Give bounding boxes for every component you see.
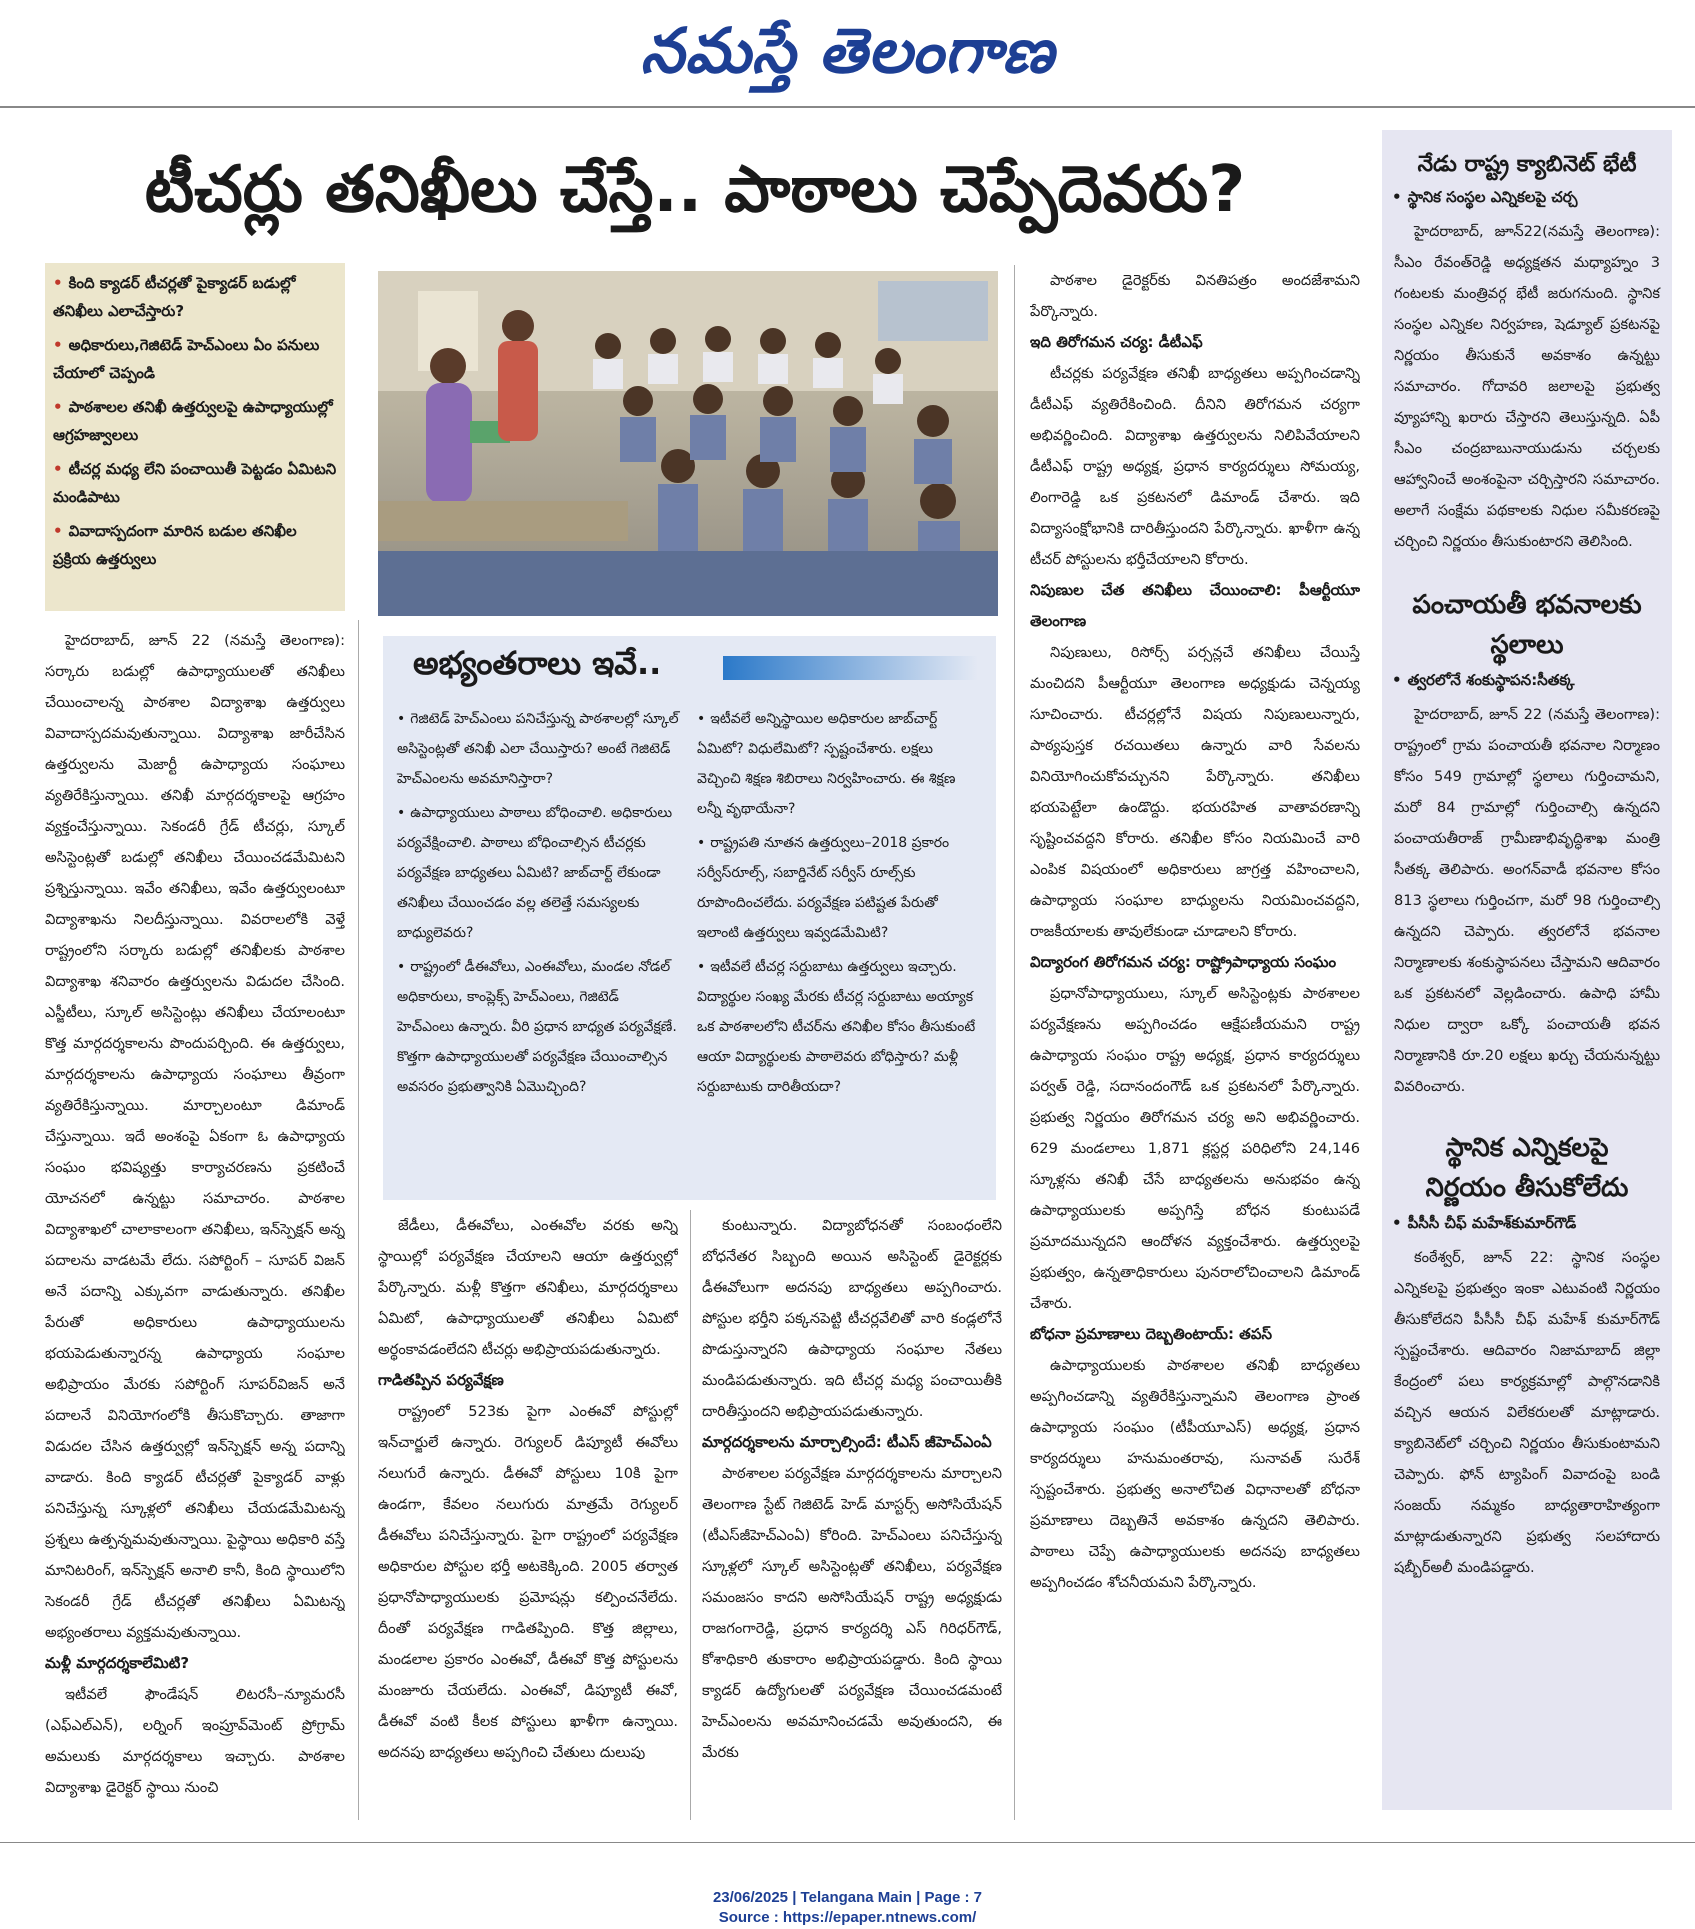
masthead-rule: [0, 106, 1695, 108]
article-column-1: [45, 625, 345, 1825]
column-divider: [358, 620, 359, 1820]
column-divider: [1014, 265, 1015, 1820]
objection-item: • ఇటీవలే అన్నిస్థాయిల అధికారుల జాబ్‌చార్ట్ ఏమిటో? విధులేమిటో? స్పష్టంచేశారు. లక్షలు వెచ్చించి శిక్షణ శిబిరాలు నిర్వహించారు. ఈ శిక్షణ లన్నీ వృథాయేనా?: [697, 704, 979, 824]
objections-right-column: [697, 704, 979, 1106]
article-column-2: [378, 1210, 678, 1820]
article-paragraph: ప్రధానోపాధ్యాయులు, స్కూల్ అసిస్టెంట్లకు పాఠశాలల పర్యవేక్షణను అప్పగించడం ఆక్షేపణీయమని రాష్ట్ర ఉపాధ్యాయ సంఘం రాష్ట్ర అధ్యక్ష, ప్రధాన కార్యదర్శులు పర్వత్ రెడ్డి, సదానందంగౌడ్ ఒక ప్రకటనలో పేర్కొన్నారు. ప్రభుత్వ నిర్ణయం తిరోగమన చర్య అని అభివర్ణించారు. 629 మండలాలు 1,871 క్లస్టర్ల పరిధిలోని 24,146 స్కూళ్లను తనిఖీ చేసే బాధ్యతలను అనుభవం ఉన్న ఉపాధ్యాయులకు అప్పగిస్తే బోధన కుంటుపడే ప్రమాదమున్నదని ఆందోళన వ్యక్తంచేశారు. ఉత్తర్వులపై ప్రభుత్వం, ఉన్నతాధికారులు పునరాలోచించాలని డిమాండ్ చేశారు.: [1030, 985, 1360, 1312]
story3-headline: స్థానిక ఎన్నికలపై నిర్ణయం తీసుకోలేదు: [1425, 1133, 1629, 1203]
story3-subhead: • పీసీసీ చీఫ్ మహేశ్‌కుమార్‌గౌడ్: [1392, 1214, 1662, 1236]
objection-item: • ఉపాధ్యాయులు పాఠాలు బోధించాలి. అధికారులు పర్యవేక్షించాలి. పాఠాలు బోధించాల్సిన టీచర్లకు పర్యవేక్షణ బాధ్యతలు ఏమిటి? జాబ్‌చార్ట్ లేకుండా తనిఖీలు చేయించడం వల్ల తలెత్తే సమస్యలకు బాధ్యులెవరు?: [397, 798, 679, 948]
highlight-item: • వివాదాస్పదంగా మారిన బడుల తనిఖీల ప్రక్రియ ఉత్తర్వులు: [53, 517, 337, 573]
article-column-4: [1030, 265, 1360, 1820]
article-paragraph: కుంటున్నారు. విద్యాబోధనతో సంబంధంలేని బోధనేతర సిబ్బంది అయిన అసిస్టెంట్ డైరెక్టర్లకు డీఈవోలుగా అదనపు బాధ్యతలు అప్పగించారు. పోస్టుల భర్తీని పక్కనపెట్టి టీచర్లవేలితో వారి కండ్లలోనే పొడుస్తున్నారని ఉపాధ్యాయ సంఘాల నేతలు మండిపడుతున్నారు. ఇది టీచర్ల మధ్య పంచాయితీకి దారితీస్తుందని అభిప్రాయపడుతున్నారు.: [702, 1217, 1002, 1420]
footer-source-link[interactable]: Source : https://epaper.ntnews.com/: [718, 1909, 977, 1926]
article-paragraph: హైదరాబాద్, జూన్ 22 (నమస్తే తెలంగాణ): సర్కారు బడుల్లో ఉపాధ్యాయులతో తనిఖీలు చేయించాలన్న పాఠశాల విద్యాశాఖ ఉత్తర్వులు వివాదాస్పదమవుతున్నాయి. విద్యాశాఖ జారీచేసిన ఉత్తర్వులను మెజార్టీ ఉపాధ్యాయ సంఘాలు వ్యతిరేకిస్తున్నాయి. తనిఖీ మార్గదర్శకాలపై ఆగ్రహం వ్యక్తంచేస్తున్నాయి. సెకండరీ గ్రేడ్ టీచర్లు, స్కూల్ అసిస్టెంట్లతో బడుల్లో తనిఖీలు చేయించడమేమిటని ప్రశ్నిస్తున్నాయి. ఇవేం తనిఖీలు, ఇవేం ఉత్తర్వులంటూ విద్యాశాఖను నిలదీస్తున్నాయి. వివరాలలోకి వెళ్తే రాష్ట్రంలోని సర్కారు బడుల్లో తనిఖీలకు పాఠశాల విద్యాశాఖ శనివారం ఉత్తర్వులను విడుదల చేసింది. ఎస్జీటీలు, స్కూల్ అసిస్టెంట్లు తనిఖీలు చేయాలంటూ కొత్త మార్గదర్శకాలను పొందుపర్చింది. ఈ ఉత్తర్వులు, మార్గదర్శకాలను ఉపాధ్యాయ సంఘాలు తీవ్రంగా వ్యతిరేకిస్తున్నాయి. మార్చాలంటూ డిమాండ్ చేస్తున్నాయి. ఇదే అంశంపై ఏకంగా ఓ ఉపాధ్యాయ సంఘం భవిష్యత్తు కార్యాచరణను ప్రకటించే యోచనలో ఉన్నట్టు సమాచారం. పాఠశాల విద్యాశాఖలో చాలాకాలంగా తనిఖీలు, ఇన్‌స్పెక్షన్ అన్న పదాలను వాడటమే లేదు. సపోర్టింగ్ – సూపర్ విజన్ అనే పదాన్ని ఎక్కువగా వాడుతున్నారు. తనిఖీల పేరుతో అధికారులు ఉపాధ్యాయులను భయపెడుతున్నారన్న ఉపాధ్యాయ సంఘాల అభిప్రాయం మేరకు సపోర్టింగ్ సూపర్‌విజన్ అనే పదాలనే వినియోగంలోకి తీసుకొచ్చారు. తాజాగా విడుదల చేసిన ఉత్తర్వుల్లో ఇన్‌స్పెక్షన్ అన్న పదాన్ని వాడారు. కింది క్యాడర్ టీచర్లతో పైక్యాడర్ వాళ్లు పనిచేస్తున్న స్కూళ్లలో తనిఖీలు చేయడమేమిటన్న ప్రశ్నలు ఉత్పన్నమవుతున్నాయి. పైస్థాయి అధికారి వస్తే మానిటరింగ్, ఇన్‌స్పెక్షన్ అనాలి కానీ, కింది స్థాయిలోని సెకండరీ గ్రేడ్ టీచర్లతో తనిఖీలు ఏమిటన్న అభ్యంతరాలు వ్యక్తమవుతున్నాయి.: [45, 632, 345, 1641]
article-subhead: మార్గదర్శకాలను మార్చాల్సిందే: టీఎస్ జీహెచ్ఎంఏ: [702, 1433, 992, 1451]
objections-left-column: [397, 704, 679, 1106]
article-subhead: నిపుణుల చేత తనిఖీలు చేయించాలి: పీఆర్టీయూ తెలంగాణ: [1030, 581, 1360, 630]
column-divider: [690, 1210, 691, 1820]
highlights-box: [45, 263, 345, 611]
page-footer: [0, 1888, 1695, 1928]
highlight-item: • అధికారులు,గెజిటెడ్ హెచ్ఎంలు ఏం పనులు చేయాలో చెప్పండి: [53, 331, 337, 387]
objections-title: అభ్యంతరాలు ఇవే..: [413, 644, 662, 682]
story3-paragraph: కంఠేశ్వర్, జూన్ 22: స్థానిక సంస్థల ఎన్నికలపై ప్రభుత్వం ఇంకా ఎటువంటి నిర్ణయం తీసుకోలేదని పీసీసీ చీఫ్ మహేశ్ కుమార్‌గౌడ్ స్పష్టంచేశారు. ఆదివారం నిజామాబాద్ జిల్లా కేంద్రంలో పలు కార్యక్రమాల్లో పాల్గొనడానికి వచ్చిన ఆయన విలేకరులతో మాట్లాడారు. క్యాబినెట్‌లో చర్చించి నిర్ణయం తీసుకుంటామని చెప్పారు. ఫోన్ ట్యాపింగ్ వివాదంపై బండి సంజయ్ నమ్మకం బాధ్యతారాహిత్యంగా మాట్లాడుతున్నారని ప్రభుత్వ సలహాదారు షబ్బీర్‌అలీ మండిపడ్డారు.: [1394, 1249, 1660, 1576]
classroom-photo-icon: [378, 271, 998, 616]
objections-title-bar: [723, 656, 978, 680]
objection-item: • రాష్ట్రంలో డీఈవోలు, ఎంఈవోలు, మండల నోడల్ అధికారులు, కాంప్లెక్స్ హెచ్ఎంలు, గెజిటెడ్ హెచ్ఎంలు ఉన్నారు. వీరి ప్రధాన బాధ్యత పర్యవేక్షణే. కొత్తగా ఉపాధ్యాయులతో పర్యవేక్షణ చేయించాల్సిన అవసరం ప్రభుత్వానికి ఏమొచ్చింది?: [397, 952, 679, 1102]
article-paragraph: ఉపాధ్యాయులకు పాఠశాలల తనిఖీ బాధ్యతలు అప్పగించడాన్ని వ్యతిరేకిస్తున్నామని తెలంగాణ ప్రాంత ఉపాధ్యాయ సంఘం (టీపీయూఎస్) అధ్యక్ష, ప్రధాన కార్యదర్శులు హనుమంతరావు, సునావత్ సురేశ్ స్పష్టంచేశారు. ప్రభుత్వ అనాలోచిత విధానాలతో బోధనా ప్రమాణాలు దెబ్బతినే అవకాశం ఉన్నదని తెలిపారు. పాఠాలు చెప్పే ఉపాధ్యాయులకు అదనపు బాధ్యతలు అప్పగించడం శోచనీయమని పేర్కొన్నారు.: [1030, 1357, 1360, 1591]
story2-paragraph: హైదరాబాద్, జూన్ 22 (నమస్తే తెలంగాణ): రాష్ట్రంలో గ్రామ పంచాయతీ భవనాల నిర్మాణం కోసం 549 గ్రామాల్లో స్థలాలు గుర్తించామని, మరో 84 గ్రామాల్లో గుర్తించాల్సి ఉన్నదని పంచాయతీరాజ్ గ్రామీణాభివృద్ధిశాఖ మంత్రి సీతక్క తెలిపారు. అంగన్‌వాడీ భవనాల కోసం 813 స్థలాలు గుర్తించగా, మరో 98 గుర్తించాల్సి ఉన్నదని చెప్పారు. త్వరలోనే భవనాల నిర్మాణాలకు శంకుస్థాపనలు చేస్తామని ఆదివారం ఒక ప్రకటనలో వెల్లడించారు. ఉపాధి హామీ నిధుల ద్వారా ఒక్కో పంచాయతీ భవన నిర్మాణానికి రూ.20 లక్షలు ఖర్చు చేయనున్నట్టు వివరించారు.: [1394, 706, 1660, 1095]
article-column-3: [702, 1210, 1002, 1820]
article-subhead: బోధనా ప్రమాణాలు దెబ్బతింటాయ్: తపస్: [1030, 1325, 1273, 1343]
story1-subhead: • స్థానిక సంస్థల ఎన్నికలపై చర్చ: [1392, 188, 1662, 210]
masthead-title: నమస్తే తెలంగాణ: [640, 14, 1055, 87]
story2-subhead: • త్వరలోనే శంకుస్థాపన:సీతక్క: [1392, 671, 1662, 693]
highlight-item: • టీచర్ల మధ్య లేని పంచాయితీ పెట్టడం ఏమిటని మండిపాటు: [53, 455, 337, 511]
article-subhead: మళ్లీ మార్గదర్శకాలేమిటి?: [45, 1654, 190, 1672]
objection-item: • గెజిటెడ్ హెచ్ఎంలు పనిచేస్తున్న పాఠశాలల్లో స్కూల్ అసిస్టెంట్లతో తనిఖీ ఎలా చేయిస్తారు? అంటే గెజిటెడ్ హెచ్ఎంలను అవమానిస్తారా?: [397, 704, 679, 794]
story3-body: [1394, 1242, 1660, 1583]
article-paragraph: టీచర్లకు పర్యవేక్షణ తనిఖీ బాధ్యతలు అప్పగించడాన్ని డీటీఎఫ్ వ్యతిరేకించింది. దీనిని తిరోగమన చర్యగా అభివర్ణించింది. విద్యాశాఖ ఉత్తర్వులను నిలిపివేయాలని డీటీఎఫ్ రాష్ట్ర అధ్యక్ష, ప్రధాన కార్యదర్శులు సోమయ్య, లింగారెడ్డి ఒక ప్రకటనలో డిమాండ్ చేశారు. ఇది విద్యాసంక్షోభానికి దారితీస్తుందని పేర్కొన్నారు. ఖాళీగా ఉన్న టీచర్ పోస్టులను భర్తీచేయాలని కోరారు.: [1030, 365, 1360, 568]
headline: టీచర్లు తనిఖీలు చేస్తే.. పాఠాలు చెప్పేదెవరు?: [144, 153, 1246, 227]
article-paragraph: రాష్ట్రంలో 523కు పైగా ఎంఈవో పోస్టుల్లో ఇన్‌చార్జులే ఉన్నారు. రెగ్యులర్ డిప్యూటీ ఈవోలు నలుగురే ఉన్నారు. డీఈవో పోస్టులు 10కి పైగా ఉండగా, కేవలం నలుగురు మాత్రమే రెగ్యులర్ డీఈవోలు పనిచేస్తున్నారు. పైగా రాష్ట్రంలో పర్యవేక్షణ అధికారుల పోస్టుల భర్తీ అటకెక్కింది. 2005 తర్వాత ప్రధానోపాధ్యాయులకు ప్రమోషన్లు కల్పించనేలేదు. దీంతో పర్యవేక్షణ గాడితప్పింది. కొత్త జిల్లాలు, మండలాల ప్రకారం ఎంఈవో, డీఈవో కొత్త పోస్టులను మంజూరు చేయలేదు. ఎంఈవో, డిప్యూటీ ఈవో, డీఈవో వంటి కీలక పోస్టులు ఖాళీగా ఉన్నాయి. అదనపు బాధ్యతలు అప్పగించి చేతులు దులుపు: [378, 1403, 678, 1761]
right-news-panel: [1382, 130, 1672, 1810]
story2-body: [1394, 699, 1660, 1102]
masthead: [0, 0, 1695, 108]
objection-item: • రాష్ట్రపతి నూతన ఉత్తర్వులు–2018 ప్రకారం సర్వీస్‌రూల్స్, సబార్డినేట్ సర్వీస్ రూల్స్‌కు రూపొందించలేదు. పర్యవేక్షణ పటిష్టత పేరుతో ఇలాంటి ఉత్తర్వులు ఇవ్వడమేమిటి?: [697, 828, 979, 948]
objection-item: • ఇటీవలే టీచర్ల సర్దుబాటు ఉత్తర్వులు ఇచ్చారు. విద్యార్థుల సంఖ్య మేరకు టీచర్ల సర్దుబాటు అయ్యాక ఒక పాఠశాలలోని టీచర్‌ను తనిఖీల కోసం తీసుకుంటే ఆయా విద్యార్థులకు పాఠాలెవరు బోధిస్తారు? మళ్లీ సర్దుబాటుకు దారితీయదా?: [697, 952, 979, 1102]
story2-headline: పంచాయతీ భవనాలకు స్థలాలు: [1412, 590, 1642, 660]
article-subhead: విద్యారంగ తిరోగమన చర్య: రాష్ట్రోపాధ్యాయ సంఘం: [1030, 953, 1337, 971]
highlight-item: • కింది క్యాడర్ టీచర్లతో పైక్యాడర్ బడుల్లో తనిఖీలు ఎలాచేస్తారు?: [53, 269, 337, 325]
footer-rule: [0, 1842, 1695, 1843]
highlight-item: • పాఠశాలల తనిఖీ ఉత్తర్వులపై ఉపాధ్యాయుల్లో ఆగ్రహజ్వాలలు: [53, 393, 337, 449]
objections-box: [383, 636, 996, 1200]
article-subhead: గాడితప్పిన పర్యవేక్షణ: [378, 1371, 504, 1389]
article-paragraph: నిపుణులు, రిసోర్స్ పర్సన్లచే తనిఖీలు చేయిస్తే మంచిదని పీఆర్టీయూ తెలంగాణ అధ్యక్షుడు చెన్నయ్య సూచించారు. టీచర్లల్లోనే విషయ నిపుణులున్నారు, పాఠ్యపుస్తక రచయితలు ఉన్నారు వారి సేవలను వినియోగించుకోవచ్చునని పేర్కొన్నారు. తనిఖీలు భయపెట్టేలా ఉండొద్దు. భయరహిత వాతావరణాన్ని సృష్టించవద్దని కోరారు. తనిఖీల కోసం నియమించే వారి ఎంపిక విషయంలో అధికారులు జాగ్రత్త వహించాలని, ఉపాధ్యాయ సంఘాల బాధ్యులను నియమించవద్దని, రాజకీయాలకు తావులేకుండా చూడాలని కోరారు.: [1030, 644, 1360, 940]
story1-paragraph: హైదరాబాద్, జూన్22(నమస్తే తెలంగాణ): సీఎం రేవంత్‌రెడ్డి అధ్యక్షతన మధ్యాహ్నం 3 గంటలకు మంత్రివర్గ భేటీ జరుగనుంది. స్థానిక సంస్థల ఎన్నికల నిర్వహణ, షెడ్యూల్ ప్రకటనపై నిర్ణయం తీసుకునే అవకాశం ఉన్నట్టు సమాచారం. గోదావరి జలాలపై ప్రభుత్వ వ్యూహాన్ని ఖరారు చేస్తారని తెలుస్తున్నది. ఏపీ సీఎం చంద్రబాబునాయుడును చర్చలకు ఆహ్వానించే అంశంపైనా చర్చిస్తారని సమాచారం. అలాగే సంక్షేమ పథకాలకు నిధుల సమీకరణపై చర్చించి నిర్ణయం తీసుకుంటారని తెలిసింది.: [1394, 223, 1660, 550]
article-paragraph: పాఠశాల డైరెక్టర్‌కు వినతిపత్రం అందజేశామని పేర్కొన్నారు.: [1030, 272, 1360, 320]
article-paragraph: ఇటీవలే ఫౌండేషన్ లిటరసీ–న్యూమరసీ (ఎఫ్ఎల్ఎన్), లర్నింగ్ ఇంప్రూవ్‌మెంట్ ప్రోగ్రామ్ అమలుకు మార్గదర్శకాలు ఇచ్చారు. పాఠశాల విద్యాశాఖ డైరెక్టర్ స్థాయి నుంచి: [45, 1686, 345, 1796]
story1-headline: నేడు రాష్ట్ర క్యాబినెట్ భేటీ: [1417, 152, 1637, 177]
story1-body: [1394, 216, 1660, 557]
article-paragraph: పాఠశాలల పర్యవేక్షణ మార్గదర్శకాలను మార్చాలని తెలంగాణ స్టేట్ గెజిటెడ్ హెడ్ మాస్టర్స్ అసోసియేషన్ (టీఎస్‌జీహెచ్ఎంఏ) కోరింది. హెచ్ఎంలు పనిచేస్తున్న స్కూళ్లలో స్కూల్ అసిస్టెంట్లతో తనిఖీలు, పర్యవేక్షణ సమంజసం కాదని అసోసియేషన్ రాష్ట్ర అధ్యక్షుడు రాజగంగారెడ్డి, ప్రధాన కార్యదర్శి ఎస్ గిరిధర్‌గౌడ్, కోశాధికారి తుకారాం అభిప్రాయపడ్డారు. కింది స్థాయి క్యాడర్ ఉద్యోగులతో పర్యవేక్షణ చేయించడమంటే హెచ్ఎంలను అవమానించడమే అవుతుందని, ఈ మేరకు: [702, 1465, 1002, 1761]
classroom-photo: [378, 271, 998, 616]
article-paragraph: జేడీలు, డీఈవోలు, ఎంఈవోల వరకు అన్ని స్థాయిల్లో పర్యవేక్షణ చేయాలని ఆయా ఉత్తర్వుల్లో పేర్కొన్నారు. మళ్లీ కొత్తగా తనిఖీలు, మార్గదర్శకాలు ఏమిటో, ఉపాధ్యాయులతో తనిఖీలు ఏమిటో అర్థంకావడంలేదని టీచర్లు అభిప్రాయపడుతున్నారు.: [378, 1217, 678, 1358]
footer-edition: 23/06/2025 | Telangana Main | Page : 7: [712, 1889, 983, 1906]
article-subhead: ఇది తిరోగమన చర్య: డీటీఎఫ్: [1030, 333, 1203, 351]
